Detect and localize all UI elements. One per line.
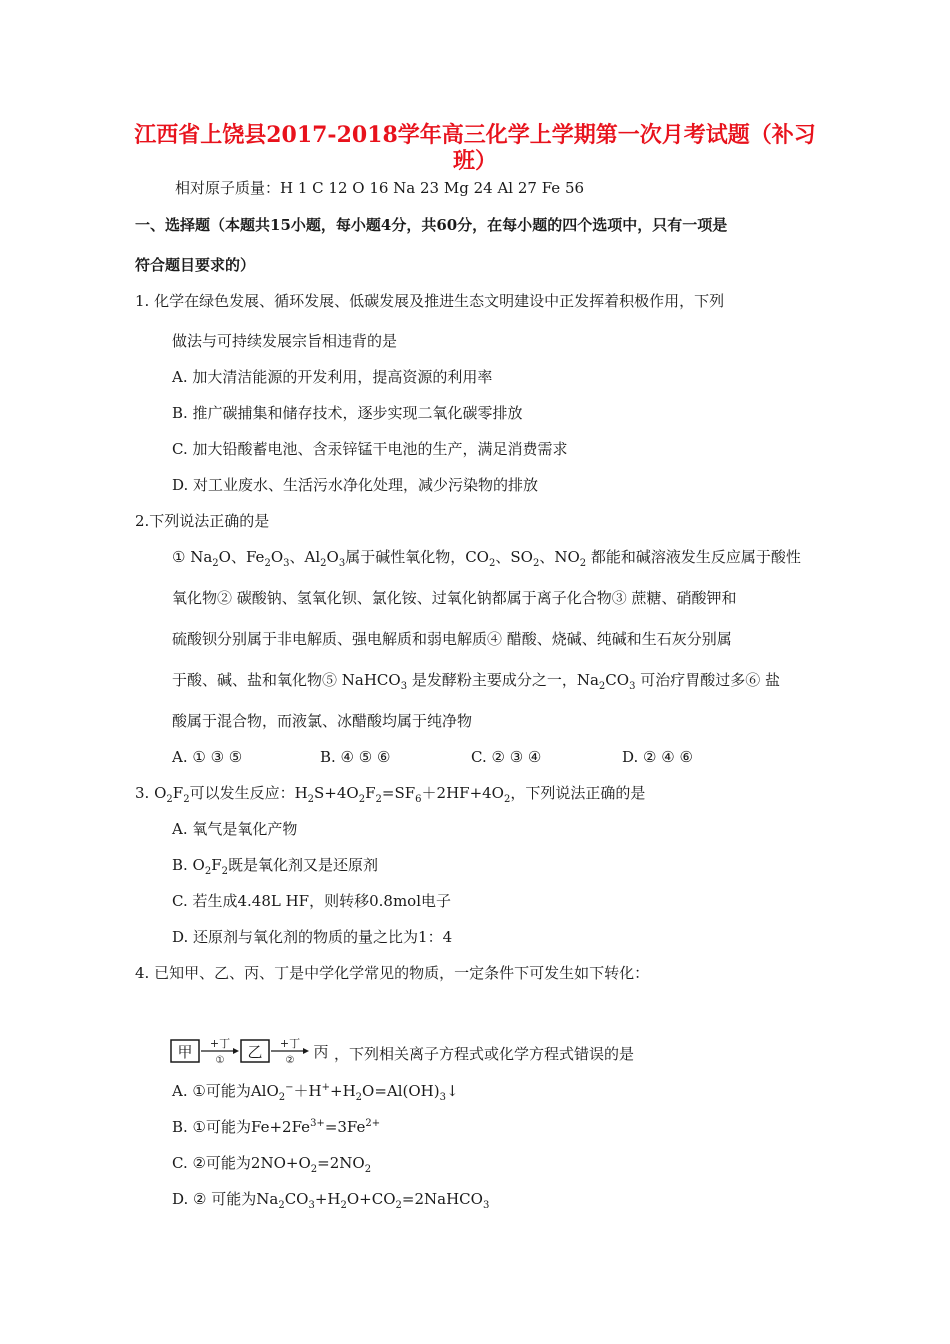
section-heading-line2: 符合题目要求的）: [135, 256, 256, 274]
label-bing: 丙: [313, 1043, 329, 1061]
q3-stem: 3. $O_2F_2$可以发生反应：$H_2S+4O_2F_2=SF_6+2HF+4O_2$，下列说法正确的是: [135, 784, 646, 805]
q1-option-c: C. 加大铅酸蓄电池、含汞锌锰干电池的生产，满足消费需求: [172, 440, 568, 458]
q1-option-a: A. 加大清洁能源的开发利用，提高资源的利用率: [172, 368, 493, 386]
label-jia: 甲: [177, 1043, 193, 1061]
conversion-diagram: [170, 1030, 332, 1064]
q2-statement-line3: 硫酸钡分别属于非电解质、强电解质和弱电解质④ 醋酸、烧碱、纯碱和生石灰分别属: [172, 630, 732, 648]
exam-title-line2: 班）: [452, 148, 497, 174]
q2-statement-line5: 酸属于混合物，而液氯、冰醋酸均属于纯净物: [172, 712, 473, 730]
arrow1-step-label: ①: [215, 1055, 225, 1064]
atomic-masses: 相对原子质量：H 1 C 12 O 16 Na 23 Mg 24 Al 27 Fe 56: [175, 179, 585, 197]
q2-statement-line2: 氧化物② 碳酸钠、氢氧化钡、氯化铵、过氧化钠都属于离子化合物③ 蔗糖、硝酸钾和: [172, 589, 737, 607]
q1-option-d: D. 对工业废水、生活污水净化处理，减少污染物的排放: [172, 476, 539, 494]
q1-option-b: B. 推广碳捕集和储存技术，逐步实现二氧化碳零排放: [172, 404, 523, 422]
q2-statement-line4: 于酸、碱、盐和氧化物⑤ NaHCO$_3$ 是发酵粉主要成分之一，$Na_2CO_3$ 可治疗胃酸过多⑥ 盐: [172, 671, 780, 692]
q1-stem-line2: 做法与可持续发展宗旨相违背的是: [172, 332, 398, 350]
q3-option-b: B. $O_2F_2$既是氧化剂又是还原剂: [172, 856, 379, 877]
q2-option-c: C. ② ③ ④: [471, 748, 542, 766]
q4-stem-after-diagram: ，下列相关离子方程式或化学方程式错误的是: [334, 1045, 635, 1063]
arrow2-head: [303, 1048, 309, 1054]
q2-option-a: A. ① ③ ⑤: [172, 748, 243, 766]
arrow1-head: [233, 1048, 239, 1054]
q4-option-d: D. ② 可能为$Na_2CO_3+H_2O+CO_2=2NaHCO_3$: [172, 1190, 490, 1211]
arrow1-top-label: +丁: [209, 1037, 231, 1050]
arrow2-step-label: ②: [285, 1055, 295, 1064]
q1-stem-line1: 1. 化学在绿色发展、循环发展、低碳发展及推进生态文明建设中正发挥着积极作用，下列: [135, 292, 725, 310]
q4-option-c: C. ②可能为$2NO+O_2=2NO_2$: [172, 1154, 372, 1175]
q2-stem: 2.下列说法正确的是: [135, 512, 270, 530]
q3-option-a: A. 氧气是氧化产物: [172, 820, 298, 838]
q4-option-b: B. ①可能为$Fe+2Fe^{3+}=3Fe^{2+}$: [172, 1118, 381, 1136]
q3-option-c: C. 若生成4.48L HF，则转移0.8mol电子: [172, 892, 452, 910]
q2-option-d: D. ② ④ ⑥: [622, 748, 693, 766]
q4-stem: 4. 已知甲、乙、丙、丁是中学化学常见的物质，一定条件下可发生如下转化：: [135, 964, 650, 982]
q2-option-b: B. ④ ⑤ ⑥: [320, 748, 391, 766]
label-yi: 乙: [247, 1043, 263, 1061]
q2-statement-line1: ① $Na_2O$、$Fe_2O_3$、$Al_2O_3$属于碱性氧化物，$CO_2$、$SO_2$、$NO_2$ 都能和碱溶液发生反应属于酸性: [172, 548, 801, 569]
q3-option-d: D. 还原剂与氧化剂的物质的量之比为1：4: [172, 928, 453, 946]
q4-option-a: A. ①可能为$AlO_2^-+H^++H_2O=Al(OH)_3↓$: [172, 1082, 459, 1103]
exam-title-line1: 江西省上饶县2017-2018学年高三化学上学期第一次月考试题（补习: [134, 122, 816, 148]
section-heading-line1: 一、选择题（本题共15小题，每小题4分，共60分，在每小题的四个选项中，只有一项是: [135, 216, 728, 234]
arrow2-top-label: +丁: [279, 1037, 301, 1050]
